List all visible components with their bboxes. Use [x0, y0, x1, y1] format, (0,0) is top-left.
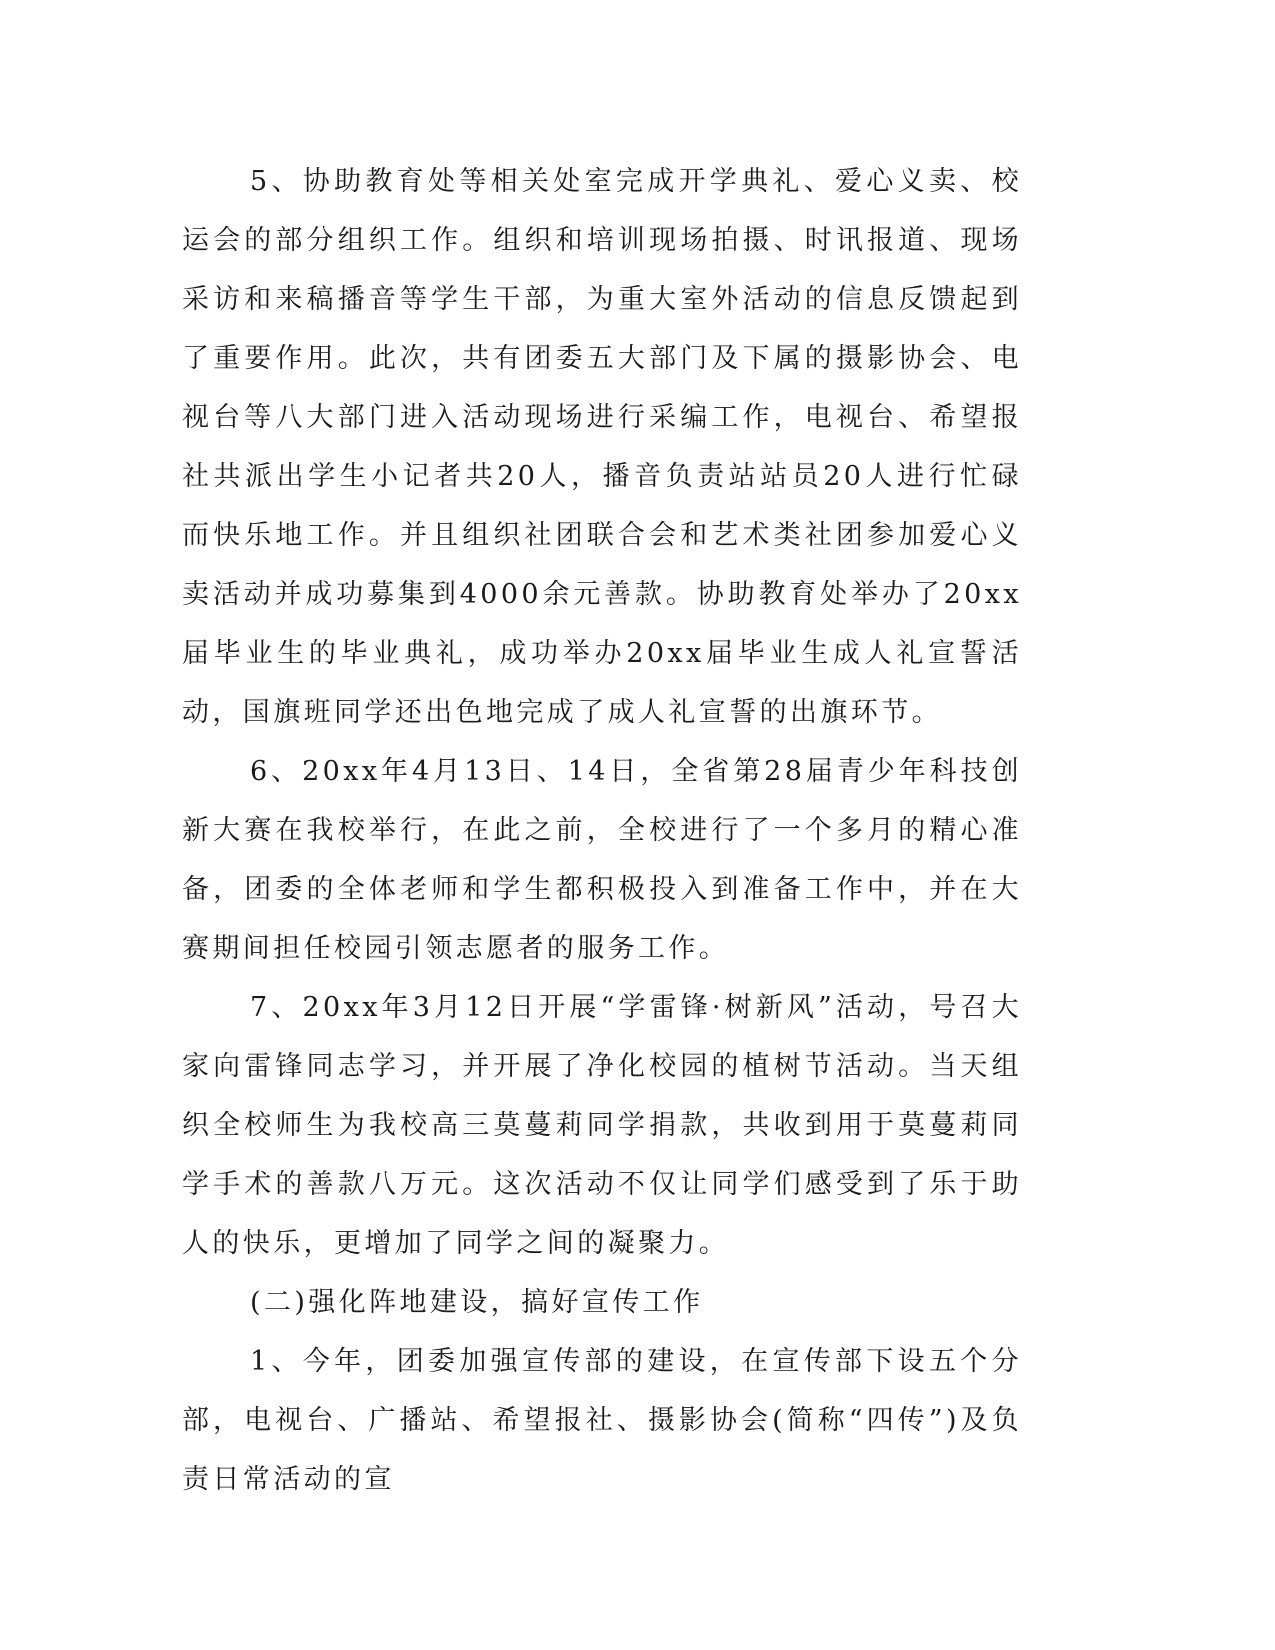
paragraph-item-7: 7、20xx年3月12日开展“学雷锋·树新风”活动，号召大家向雷锋同志学习，并开展了净化校园的植树节活动。当天组织全校师生为我校高三莫蔓莉同学捐款，共收到用于莫蔓莉同学手术的善款八万元。这次活动不仅让同学们感受到了乐于助人的快乐，更增加了同学之间的凝聚力。: [182, 992, 1022, 1259]
document-page: [182, 152, 1022, 1509]
paragraph-item-6: 6、20xx年4月13日、14日，全省第28届青少年科技创新大赛在我校举行，在此之前，全校进行了一个多月的精心准备，团委的全体老师和学生都积极投入到准备工作中，并在大赛期间担任校园引领志愿者的服务工作。: [182, 756, 1022, 964]
paragraph-item-1: 1、今年，团委加强宣传部的建设，在宣传部下设五个分部，电视台、广播站、希望报社、摄影协会(简称“四传”)及负责日常活动的宣: [182, 1346, 1022, 1495]
section-heading: (二)强化阵地建设，搞好宣传工作: [250, 1287, 704, 1318]
paragraph-item-5: 5、协助教育处等相关处室完成开学典礼、爱心义卖、校运会的部分组织工作。组织和培训现场拍摄、时讯报道、现场采访和来稿播音等学生干部，为重大室外活动的信息反馈起到了重要作用。此次，共有团委五大部门及下属的摄影协会、电视台等八大部门进入活动现场进行采编工作，电视台、希望报社共派出学生小记者共20人，播音负责站站员20人进行忙碌而快乐地工作。并且组织社团联合会和艺术类社团参加爱心义卖活动并成功募集到4000余元善款。协助教育处举办了20xx届毕业生的毕业典礼，成功举办20xx届毕业生成人礼宣誓活动，国旗班同学还出色地完成了成人礼宣誓的出旗环节。: [182, 166, 1022, 728]
